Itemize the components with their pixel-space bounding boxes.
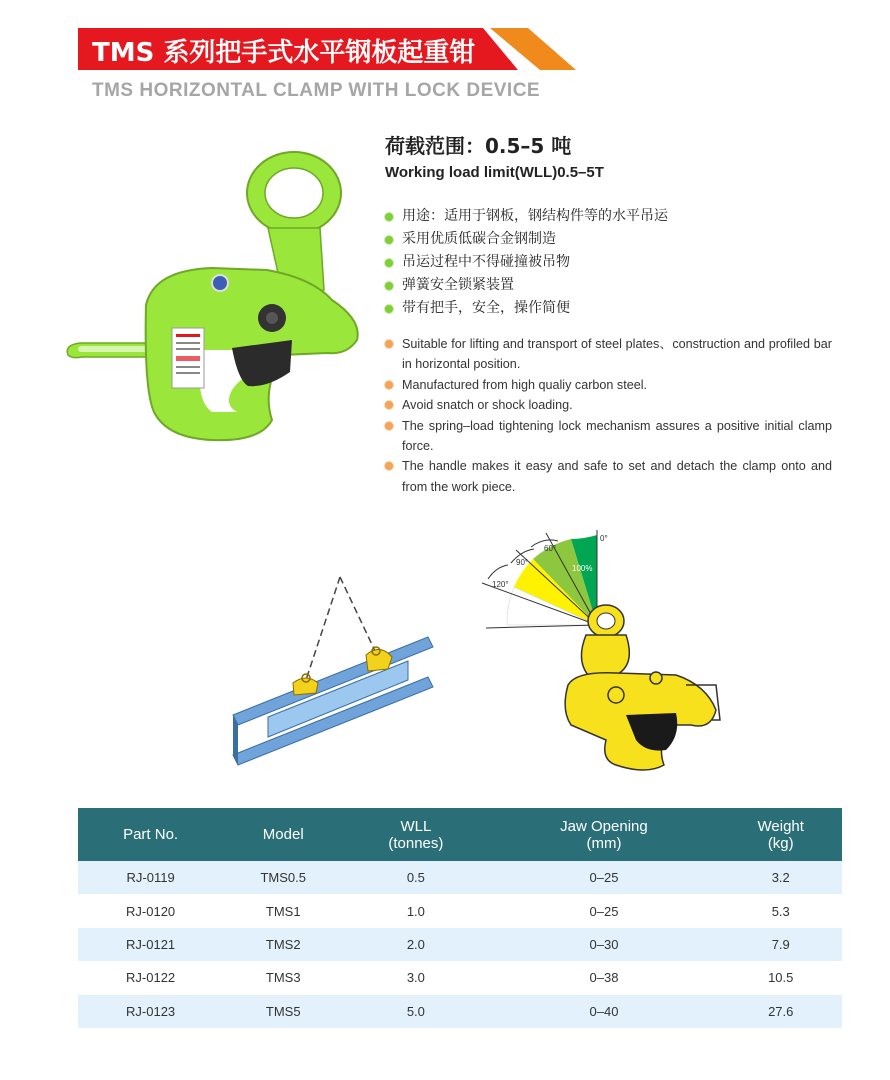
cell-jaw-opening: 0–30	[488, 928, 719, 961]
cell-wll: 0.5	[343, 861, 488, 894]
features-en-list	[385, 334, 832, 497]
cell-part-no: RJ-0122	[78, 961, 223, 994]
cell-jaw-opening: 0–38	[488, 961, 719, 994]
list-item: Manufactured from high qualiy carbon steel.	[385, 375, 832, 395]
cell-jaw-opening: 0–40	[488, 995, 719, 1028]
bullet-icon	[385, 305, 393, 313]
cell-wll: 1.0	[343, 894, 488, 927]
angle-label-120: 120°	[492, 580, 509, 589]
bullet-icon	[385, 381, 393, 389]
cell-wll: 5.0	[343, 995, 488, 1028]
header-jaw-opening: Jaw Opening (mm)	[488, 808, 719, 861]
cell-part-no: RJ-0120	[78, 894, 223, 927]
page-subtitle: TMS HORIZONTAL CLAMP WITH LOCK DEVICE	[92, 80, 541, 101]
bullet-icon	[385, 259, 393, 267]
load-range-en: Working load limit(WLL)0.5–5T	[385, 164, 604, 181]
bullet-icon	[385, 340, 393, 348]
bullet-icon	[385, 462, 393, 470]
header-weight: Weight (kg)	[719, 808, 842, 861]
list-item: 采用优质低碳合金钢制造	[385, 228, 668, 251]
cell-jaw-opening: 0–25	[488, 861, 719, 894]
table-header-row	[78, 808, 842, 861]
page-title: TMS 系列把手式水平钢板起重钳	[92, 38, 476, 68]
bullet-icon	[385, 401, 393, 409]
cell-model: TMS0.5	[223, 861, 343, 894]
table-row	[78, 961, 842, 994]
lifting-angle-diagram	[476, 525, 736, 775]
bullet-icon	[385, 282, 393, 290]
load-range-cn: 荷载范围：0.5–5 吨	[385, 134, 572, 158]
table-row	[78, 995, 842, 1028]
angle-label-0: 0°	[600, 534, 608, 543]
cell-weight: 5.3	[719, 894, 842, 927]
cell-model: TMS3	[223, 961, 343, 994]
header-wll: WLL (tonnes)	[343, 808, 488, 861]
list-item: 带有把手，安全，操作简便	[385, 297, 668, 320]
title-banner	[78, 28, 518, 70]
list-item: The spring–load tightening lock mechanism assures a positive initial clamp force.	[385, 416, 832, 457]
cell-wll: 3.0	[343, 961, 488, 994]
cell-weight: 10.5	[719, 961, 842, 994]
header-model: Model	[223, 808, 343, 861]
cell-part-no: RJ-0119	[78, 861, 223, 894]
percent-label: 100%	[572, 564, 593, 573]
features-cn-list	[385, 205, 668, 320]
spec-table	[78, 808, 842, 1028]
cell-model: TMS5	[223, 995, 343, 1028]
cell-weight: 3.2	[719, 861, 842, 894]
list-item: The handle makes it easy and safe to set and detach the clamp onto and from the work piece.	[385, 456, 832, 497]
list-item: 吊运过程中不得碰撞被吊物	[385, 251, 668, 274]
clamp-product-image	[62, 150, 372, 450]
bullet-icon	[385, 213, 393, 221]
list-item: Avoid snatch or shock loading.	[385, 395, 832, 415]
list-item: 弹簧安全锁紧装置	[385, 274, 668, 297]
cell-jaw-opening: 0–25	[488, 894, 719, 927]
list-item: Suitable for lifting and transport of steel plates、construction and profiled bar in horizontal position.	[385, 334, 832, 375]
angle-label-90: 90°	[516, 558, 529, 567]
cell-wll: 2.0	[343, 928, 488, 961]
list-item: 用途：适用于钢板，钢结构件等的水平吊运	[385, 205, 668, 228]
cell-model: TMS2	[223, 928, 343, 961]
cell-model: TMS1	[223, 894, 343, 927]
table-row	[78, 928, 842, 961]
bullet-icon	[385, 422, 393, 430]
cell-weight: 27.6	[719, 995, 842, 1028]
table-row	[78, 861, 842, 894]
table-row	[78, 894, 842, 927]
beam-lifting-illustration	[228, 565, 438, 785]
cell-part-no: RJ-0121	[78, 928, 223, 961]
cell-part-no: RJ-0123	[78, 995, 223, 1028]
header-part-no: Part No.	[78, 808, 223, 861]
cell-weight: 7.9	[719, 928, 842, 961]
bullet-icon	[385, 236, 393, 244]
angle-label-60: 60°	[544, 544, 557, 553]
